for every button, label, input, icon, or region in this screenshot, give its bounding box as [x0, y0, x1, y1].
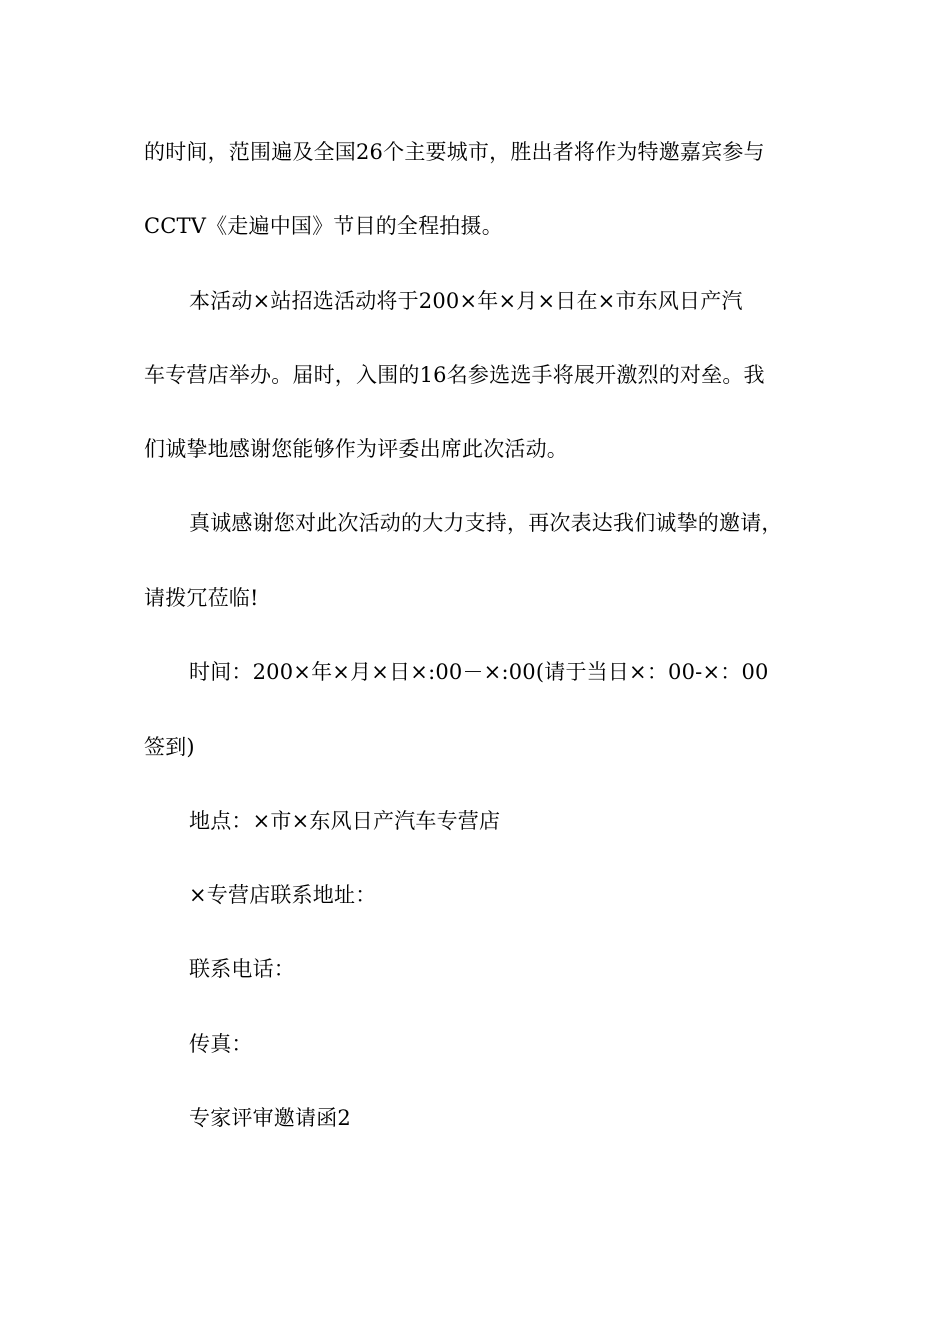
- paragraph-line-6: 真诚感谢您对此次活动的大力支持，再次表达我们诚挚的邀请，: [189, 511, 783, 535]
- paragraph-line-3: 本活动×站招选活动将于200×年×月×日在×市东风日产汽: [189, 289, 743, 313]
- paragraph-line-2: CCTV《走遍中国》节目的全程拍摄。: [144, 214, 503, 238]
- contact-phone-line: 联系电话：: [189, 957, 295, 981]
- location-line: 地点：×市×东风日产汽车专营店: [189, 809, 501, 833]
- time-line: 时间：200×年×月×日×:00－×:00(请于当日×：00-×：00: [189, 660, 769, 684]
- section-title: 专家评审邀请函2: [189, 1106, 351, 1130]
- paragraph-line-4: 车专营店举办。届时，入围的16名参选选手将展开激烈的对垒。我: [144, 363, 765, 387]
- paragraph-line-1: 的时间，范围遍及全国26个主要城市，胜出者将作为特邀嘉宾参与: [144, 140, 765, 164]
- time-line-continued: 签到): [144, 735, 195, 759]
- paragraph-line-5: 们诚挚地感谢您能够作为评委出席此次活动。: [144, 437, 568, 461]
- paragraph-line-7: 请拨冗莅临!: [144, 586, 259, 610]
- contact-address-line: ×专营店联系地址：: [189, 883, 377, 907]
- fax-line: 传真：: [189, 1032, 253, 1056]
